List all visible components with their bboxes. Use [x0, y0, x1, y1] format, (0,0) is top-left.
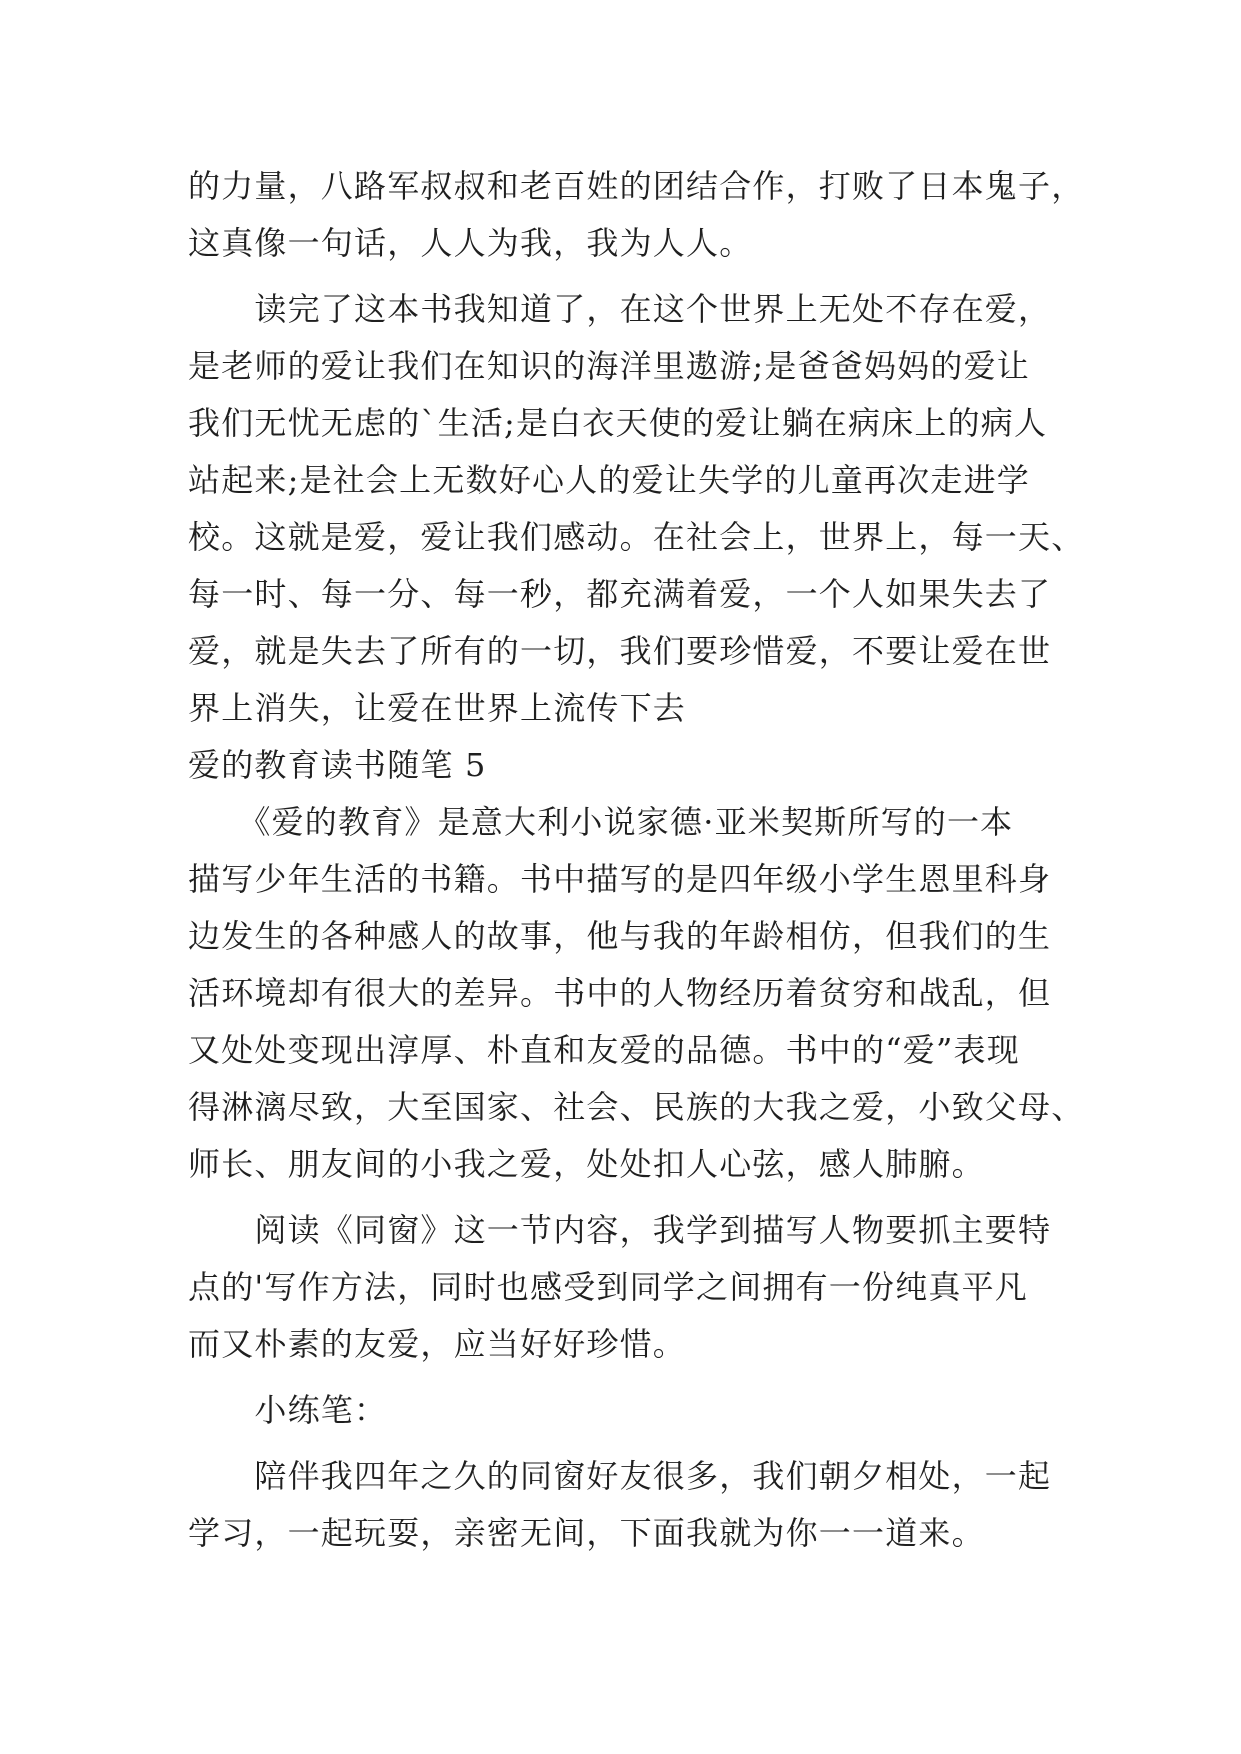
text-line: 《爱的教育》是意大利小说家德·亚米契斯所写的一本: [188, 803, 1014, 841]
text-line: 阅读《同窗》这一节内容，我学到描写人物要抓主要特: [188, 1211, 1052, 1249]
text-line: 又处处变现出淳厚、朴直和友爱的品德。书中的“爱”表现: [188, 1031, 1020, 1069]
text-line: 我们无忧无虑的`生活;是白衣天使的爱让躺在病床上的病人: [188, 404, 1048, 442]
text-line: 小练笔：: [188, 1391, 388, 1429]
text-line: 陪伴我四年之久的同窗好友很多，我们朝夕相处，一起: [188, 1457, 1052, 1495]
text-line: 爱，就是失去了所有的一切，我们要珍惜爱，不要让爱在世: [188, 632, 1052, 670]
text-line: 界上消失，让爱在世界上流传下去: [188, 689, 687, 727]
text-line: 描写少年生活的书籍。书中描写的是四年级小学生恩里科身: [188, 860, 1052, 898]
text-line: 校。这就是爱，爱让我们感动。在社会上，世界上，每一天、: [188, 518, 1085, 556]
text-line: 读完了这本书我知道了，在这个世界上无处不存在爱，: [188, 290, 1052, 328]
text-line: 师长、朋友间的小我之爱，处处扣人心弦，感人肺腑。: [188, 1145, 985, 1183]
text-line: 学习，一起玩耍，亲密无间，下面我就为你一一道来。: [188, 1514, 985, 1552]
text-line: 每一时、每一分、每一秒，都充满着爱，一个人如果失去了: [188, 575, 1052, 613]
text-line: 活环境却有很大的差异。书中的人物经历着贫穷和战乱，但: [188, 974, 1052, 1012]
section-heading: 爱的教育读书随笔 5: [188, 746, 487, 784]
text-line: 的力量，八路军叔叔和老百姓的团结合作，打败了日本鬼子，: [188, 167, 1085, 205]
text-line: 得淋漓尽致，大至国家、社会、民族的大我之爱，小致父母、: [188, 1088, 1085, 1126]
text-line: 这真像一句话，人人为我，我为人人。: [188, 224, 753, 262]
text-line: 是老师的爱让我们在知识的海洋里遨游;是爸爸妈妈的爱让: [188, 347, 1030, 385]
document-body: [188, 158, 1085, 1562]
text-line: 边发生的各种感人的故事，他与我的年龄相仿，但我们的生: [188, 917, 1052, 955]
text-line: 而又朴素的友爱，应当好好珍惜。: [188, 1325, 687, 1363]
text-line: 点的'写作方法，同时也感受到同学之间拥有一份纯真平凡: [188, 1268, 1028, 1306]
text-line: 站起来;是社会上无数好心人的爱让失学的儿童再次走进学: [188, 461, 1030, 499]
